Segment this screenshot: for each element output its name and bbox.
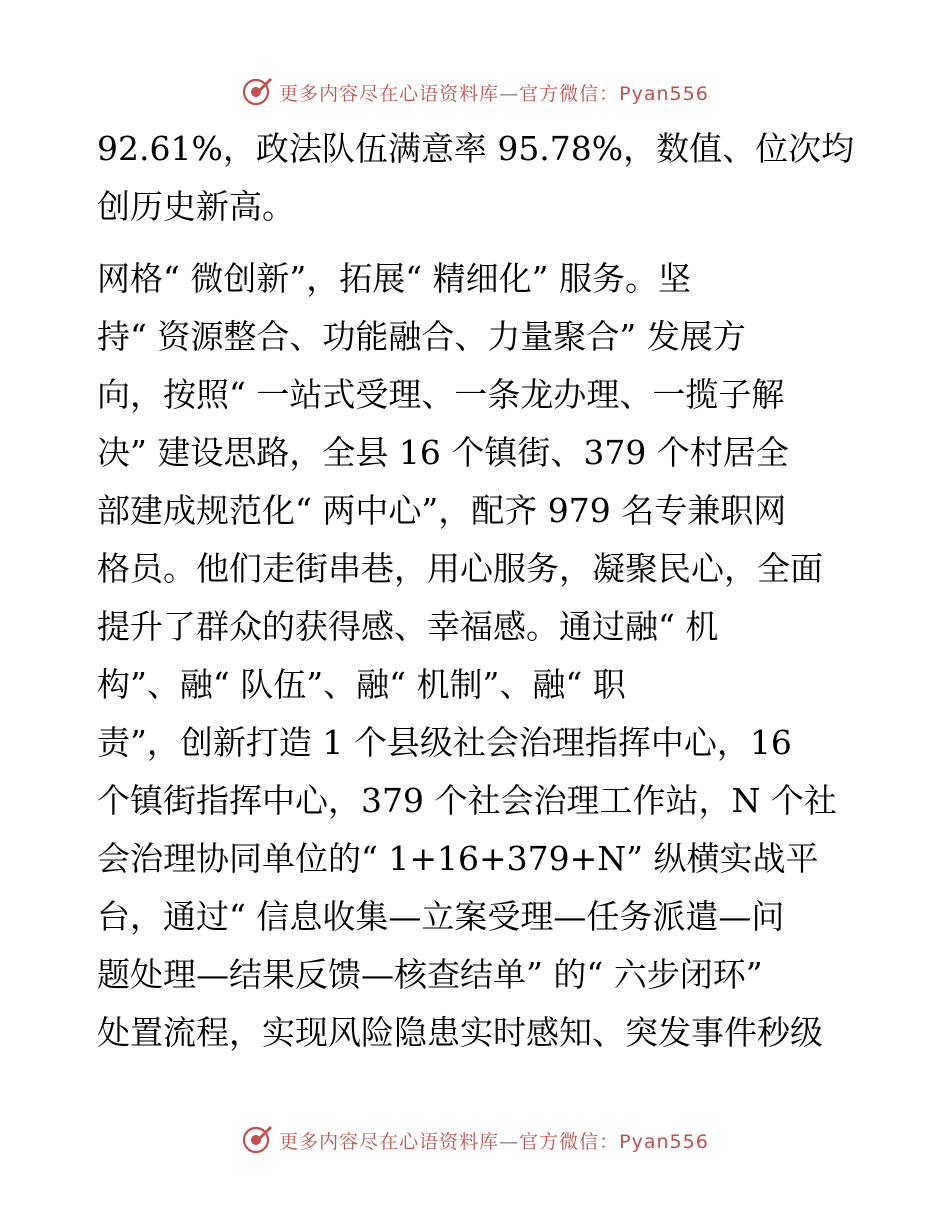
paragraph-1 xyxy=(97,120,857,236)
text-line: 处置流程，实现风险隐患实时感知、突发事件秒级 xyxy=(97,1013,823,1052)
text-line: 提升了群众的获得感、幸福感。通过融“ 机 xyxy=(97,607,719,646)
paragraph-2 xyxy=(97,250,857,1062)
text-line: 格员。他们走街串巷，用心服务，凝聚民心，全面 xyxy=(97,549,823,588)
footer-watermark-text: 更多内容尽在心语资料库—官方微信：Pyan556 xyxy=(279,1130,709,1153)
text-line: 题处理—结果反馈—核查结单” 的“ 六步闭环” xyxy=(97,955,763,994)
text-line: 决” 建设思路，全县 16 个镇街、379 个村居全 xyxy=(97,433,789,472)
text-line: 构”、融“ 队伍”、融“ 机制”、融“ 职 xyxy=(97,665,626,704)
text-line: 网格“ 微创新”，拓展“ 精细化” 服务。坚 xyxy=(97,259,691,298)
text-line: 台，通过“ 信息收集—立案受理—任务派遣—问 xyxy=(97,897,785,936)
document-body xyxy=(97,120,857,1062)
page-header xyxy=(0,72,950,112)
text-line: 持“ 资源整合、功能融合、力量聚合” 发展方 xyxy=(97,317,746,356)
text-line: 92.61%，政法队伍满意率 95.78%，数值、位次均 xyxy=(97,129,855,168)
footer-watermark xyxy=(241,1124,709,1156)
page-footer xyxy=(0,1120,950,1160)
text-line: 部建成规范化“ 两中心”，配齐 979 名专兼职网 xyxy=(97,491,787,530)
header-watermark xyxy=(241,76,709,108)
text-line: 会治理协同单位的“ 1+16+379+N” 纵横实战平 xyxy=(97,839,819,878)
pen-circle-logo-icon xyxy=(241,1124,273,1156)
text-line: 责”，创新打造 1 个县级社会治理指挥中心，16 xyxy=(97,723,792,762)
text-line: 向，按照“ 一站式受理、一条龙办理、一揽子解 xyxy=(97,375,785,414)
pen-circle-logo-icon xyxy=(241,76,273,108)
text-line: 创历史新高。 xyxy=(97,187,295,226)
header-watermark-text: 更多内容尽在心语资料库—官方微信：Pyan556 xyxy=(279,82,709,105)
text-line: 个镇街指挥中心，379 个社会治理工作站，N 个社 xyxy=(97,781,837,820)
